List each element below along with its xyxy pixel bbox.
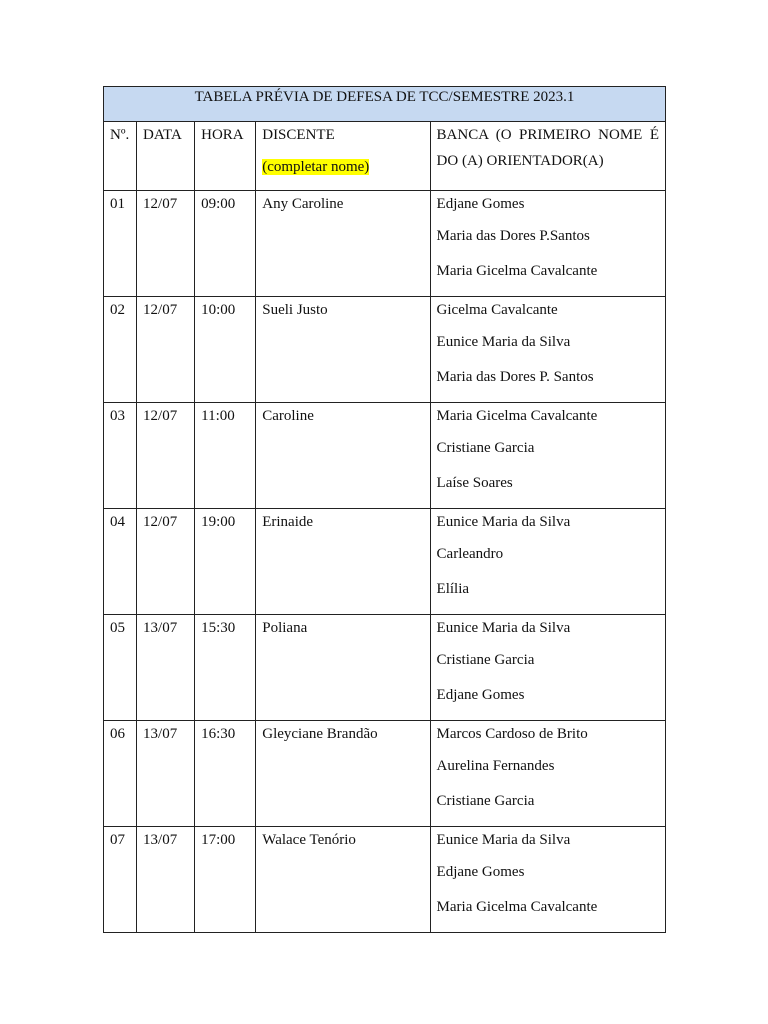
cell-num (104, 191, 137, 297)
banca-member: Gicelma Cavalcante (436, 302, 558, 318)
cell-data (137, 509, 195, 615)
cell-hora-text: 11:00 (201, 408, 235, 424)
header-data (137, 122, 195, 191)
banca-member: Eunice Maria da Silva (436, 514, 571, 530)
cell-data-text: 13/07 (143, 832, 178, 848)
cell-banca (430, 827, 665, 933)
table-title (104, 87, 666, 122)
banca-member: Maria das Dores P. Santos (436, 369, 594, 385)
cell-hora-text: 10:00 (201, 302, 236, 318)
banca-member: Elília (436, 581, 470, 597)
cell-banca (430, 721, 665, 827)
cell-data-text: 12/07 (143, 514, 178, 530)
banca-member: Eunice Maria da Silva (436, 832, 571, 848)
cell-num-text: 01 (110, 196, 125, 212)
cell-discente-text: Erinaide (262, 514, 314, 530)
cell-hora-text: 16:30 (201, 726, 236, 742)
cell-hora (195, 827, 256, 933)
cell-discente-text: Sueli Justo (262, 302, 328, 318)
table-row (104, 403, 666, 509)
cell-banca (430, 615, 665, 721)
banca-member: Cristiane Garcia (436, 652, 535, 668)
table-row (104, 615, 666, 721)
header-num (104, 122, 137, 191)
cell-discente-text: Any Caroline (262, 196, 344, 212)
cell-data (137, 191, 195, 297)
table-row (104, 721, 666, 827)
header-row (104, 122, 666, 191)
banca-member: Carleandro (436, 546, 504, 562)
table-row (104, 827, 666, 933)
cell-num-text: 05 (110, 620, 125, 636)
cell-num (104, 403, 137, 509)
cell-hora (195, 191, 256, 297)
cell-num-text: 02 (110, 302, 125, 318)
cell-hora-text: 09:00 (201, 196, 236, 212)
cell-num (104, 615, 137, 721)
banca-member: Laíse Soares (436, 475, 513, 491)
cell-data (137, 721, 195, 827)
cell-data (137, 297, 195, 403)
cell-discente (256, 615, 430, 721)
table-row (104, 297, 666, 403)
banca-member: Maria Gicelma Cavalcante (436, 408, 598, 424)
banca-member: Maria Gicelma Cavalcante (436, 899, 598, 915)
cell-hora (195, 721, 256, 827)
cell-banca (430, 297, 665, 403)
cell-num-text: 04 (110, 514, 125, 530)
banca-member: Eunice Maria da Silva (436, 620, 571, 636)
cell-num-text: 06 (110, 726, 125, 742)
banca-member: Aurelina Fernandes (436, 758, 555, 774)
cell-num (104, 721, 137, 827)
cell-data-text: 12/07 (143, 302, 178, 318)
cell-discente-text: Walace Tenório (262, 832, 356, 848)
header-discente (256, 122, 430, 191)
cell-data-text: 13/07 (143, 726, 178, 742)
title-row (104, 87, 666, 122)
header-hora-label: HORA (201, 127, 244, 143)
schedule-body (104, 87, 666, 933)
cell-banca (430, 403, 665, 509)
cell-discente (256, 721, 430, 827)
cell-num (104, 827, 137, 933)
cell-discente (256, 509, 430, 615)
header-discente-label: DISCENTE (262, 127, 335, 143)
cell-data-text: 12/07 (143, 408, 178, 424)
cell-discente (256, 827, 430, 933)
header-data-label: DATA (143, 127, 182, 143)
banca-member: Marcos Cardoso de Brito (436, 726, 588, 742)
banca-member: Cristiane Garcia (436, 793, 535, 809)
cell-discente-text: Caroline (262, 408, 314, 424)
header-banca-line2: DO (A) ORIENTADOR(A) (436, 153, 604, 169)
cell-hora (195, 403, 256, 509)
cell-banca (430, 509, 665, 615)
cell-data-text: 13/07 (143, 620, 178, 636)
cell-num (104, 509, 137, 615)
defense-schedule-table (103, 86, 666, 933)
cell-data (137, 403, 195, 509)
cell-data-text: 12/07 (143, 196, 178, 212)
banca-member: Edjane Gomes (436, 687, 525, 703)
header-banca-line1: BANCA (O PRIMEIRO NOME É (436, 127, 659, 143)
cell-hora-text: 15:30 (201, 620, 236, 636)
banca-member: Cristiane Garcia (436, 440, 535, 456)
cell-data (137, 827, 195, 933)
cell-discente (256, 297, 430, 403)
banca-member: Maria das Dores P.Santos (436, 228, 590, 244)
banca-member: Eunice Maria da Silva (436, 334, 571, 350)
cell-banca (430, 191, 665, 297)
header-hora (195, 122, 256, 191)
cell-hora-text: 17:00 (201, 832, 236, 848)
cell-discente-text: Gleyciane Brandão (262, 726, 378, 742)
banca-member: Edjane Gomes (436, 196, 525, 212)
table-row (104, 509, 666, 615)
cell-hora-text: 19:00 (201, 514, 236, 530)
cell-discente (256, 403, 430, 509)
table-row (104, 191, 666, 297)
cell-num-text: 03 (110, 408, 125, 424)
cell-num-text: 07 (110, 832, 125, 848)
cell-data (137, 615, 195, 721)
cell-num (104, 297, 137, 403)
cell-discente-text: Poliana (262, 620, 308, 636)
banca-member: Edjane Gomes (436, 864, 525, 880)
header-discente-note: (completar nome) (262, 159, 370, 175)
table-title-text: TABELA PRÉVIA DE DEFESA DE TCC/SEMESTRE 2023.1 (194, 89, 575, 105)
cell-hora (195, 615, 256, 721)
cell-discente (256, 191, 430, 297)
banca-member: Maria Gicelma Cavalcante (436, 263, 598, 279)
header-banca (430, 122, 665, 191)
cell-hora (195, 509, 256, 615)
cell-hora (195, 297, 256, 403)
header-num-label: Nº. (110, 127, 130, 143)
